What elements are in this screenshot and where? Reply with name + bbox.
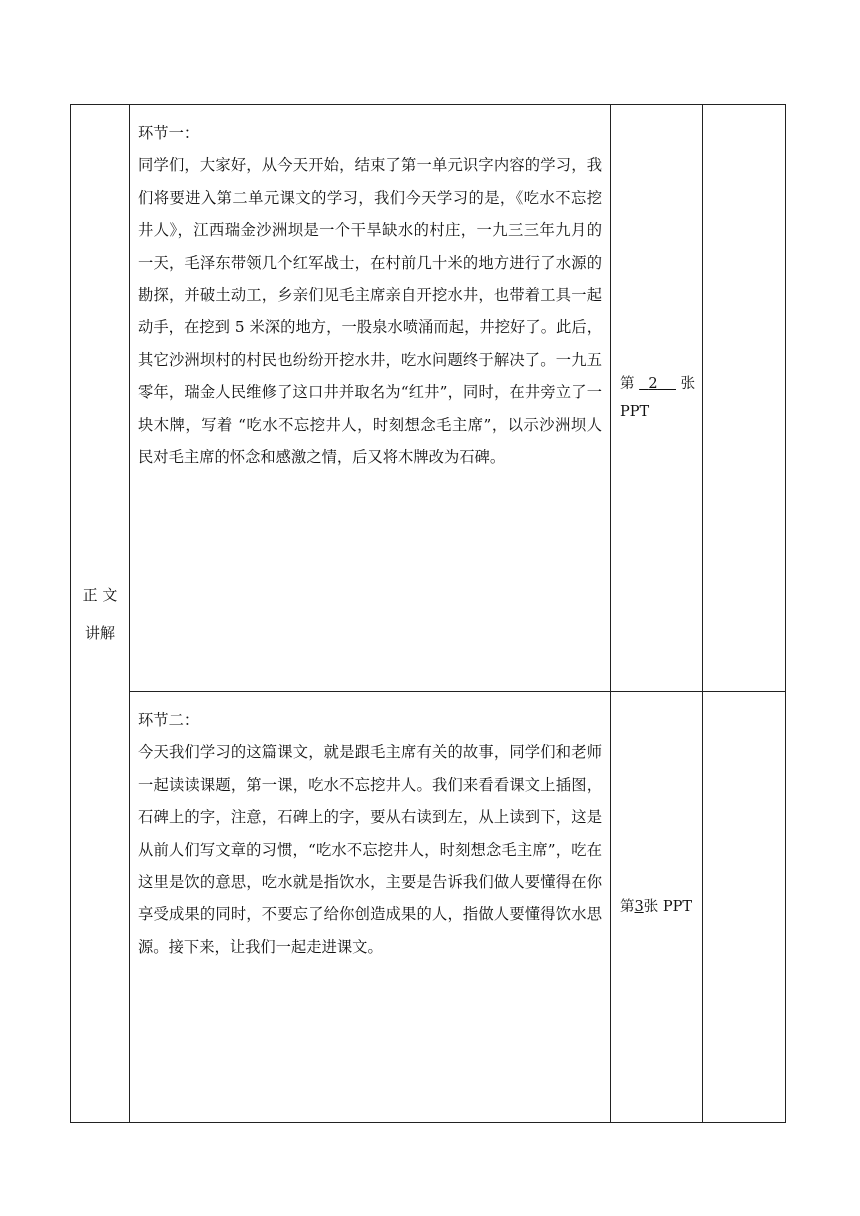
ppt-slide-number: 2 — [648, 376, 658, 392]
step-body: 同学们，大家好，从今天开始，结束了第一单元识字内容的学习，我们将要进入第二单元课文的学习，我们今天学习的是，《吃水不忘挖井人》，江西瑞金沙洲坝是一个干旱缺水的村庄，一九三三年九月的一天，毛泽东带领几个红军战士，在村前几十米的地方进行了水源的勘探，并破土动工，乡亲们见毛主席亲自开挖水井，也带着工具一起动手，在挖到 5 米深的地方，一股泉水喷涌而起，井挖好了。此后，其它沙洲坝村的村民也纷纷开挖水井，吃水问题终于解决了。一九五零年，瑞金人民维修了这口井并取名为“红井”，同时，在井旁立了一块木牌，写着 “吃水不忘挖井人，时刻想念毛主席”，以示沙洲坝人民对毛主席的怀念和感激之情，后又将木牌改为石碑。 — [138, 156, 602, 467]
table-row — [71, 692, 786, 1123]
ppt-prefix: 第 — [620, 899, 635, 915]
table-row — [71, 105, 786, 692]
ppt-unit: PPT — [620, 404, 650, 420]
ppt-slide-number: 3 — [634, 899, 644, 915]
step-body: 今天我们学习的这篇课文，就是跟毛主席有关的故事，同学们和老师一起读读课题，第一课，吃水不忘挖井人。我们来看看课文上插图，石碑上的字，注意，石碑上的字，要从右读到左，从上读到下，这是从前人们写文章的习惯，“吃水不忘挖井人，时刻想念毛主席”，吃在这里是饮的意思，吃水就是指饮水，主要是告诉我们做人要懂得在你享受成果的同时，不要忘了给你创造成果的人，指做人要懂得饮水思源。接下来，让我们一起走进课文。 — [138, 743, 602, 956]
step-title: 环节二： — [138, 711, 200, 729]
notes-cell-step2 — [703, 692, 786, 1123]
ppt-cell-step2 — [611, 692, 703, 1123]
section-label-cell — [71, 105, 130, 1123]
step-title: 环节一： — [138, 124, 200, 142]
ppt-suffix: 张 PPT — [643, 899, 693, 915]
ppt-suffix: 张 — [680, 376, 696, 392]
ppt-prefix: 第 — [620, 376, 635, 392]
content-cell-step2 — [130, 692, 611, 1123]
ppt-cell-step1 — [611, 105, 703, 692]
lesson-plan-table — [70, 104, 786, 1123]
section-label-line1: 正 文 — [82, 585, 118, 604]
notes-cell-step1 — [703, 105, 786, 692]
content-cell-step1 — [130, 105, 611, 692]
section-label-line2: 讲解 — [84, 623, 115, 642]
